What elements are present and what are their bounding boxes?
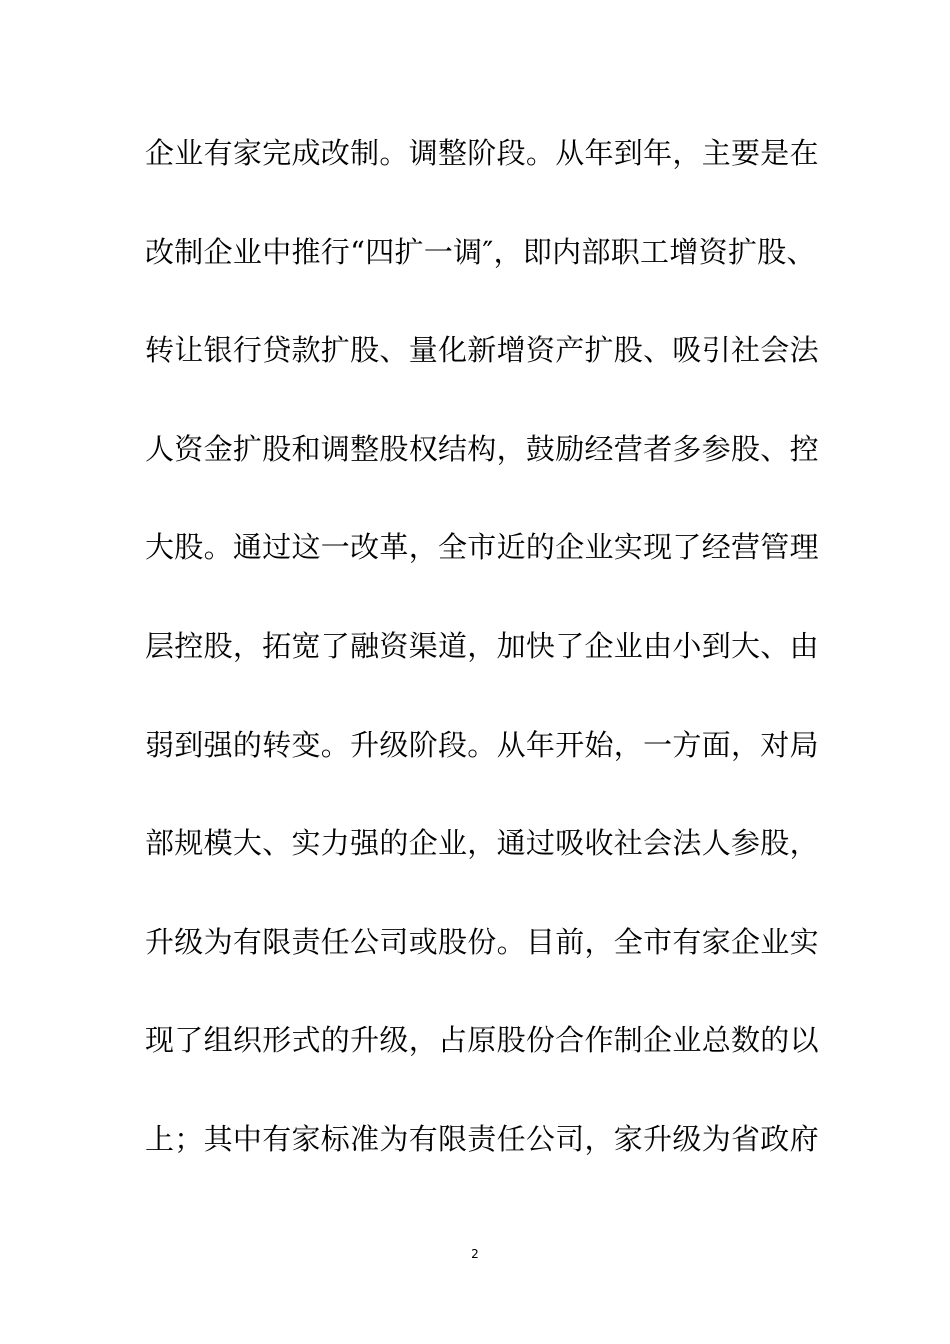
text-line: 弱到强的转变。升级阶段。从年开始，一方面，对局 <box>145 727 819 762</box>
text-line: 层控股，拓宽了融资渠道，加快了企业由小到大、由 <box>145 628 819 663</box>
text-line: 部规模大、实力强的企业，通过吸收社会法人参股， <box>145 826 819 861</box>
text-line: 大股。通过这一改革，全市近的企业实现了经营管理 <box>145 530 819 565</box>
text-line: 升级为有限责任公司或股份。目前，全市有家企业实 <box>145 924 819 959</box>
body-text <box>145 125 835 1210</box>
text-line: 转让银行贷款扩股、量化新增资产扩股、吸引社会法 <box>145 333 819 368</box>
text-line: 现了组织形式的升级，占原股份合作制企业总数的以 <box>145 1023 819 1058</box>
page-number: 2 <box>471 1247 479 1261</box>
text-line: 改制企业中推行“四扩一调″，即内部职工增资扩股、 <box>145 234 816 269</box>
text-line: 人资金扩股和调整股权结构，鼓励经营者多参股、控 <box>145 431 819 466</box>
text-line: 上；其中有家标准为有限责任公司，家升级为省政府 <box>145 1121 819 1156</box>
text-line: 企业有家完成改制。调整阶段。从年到年，主要是在 <box>145 136 819 170</box>
